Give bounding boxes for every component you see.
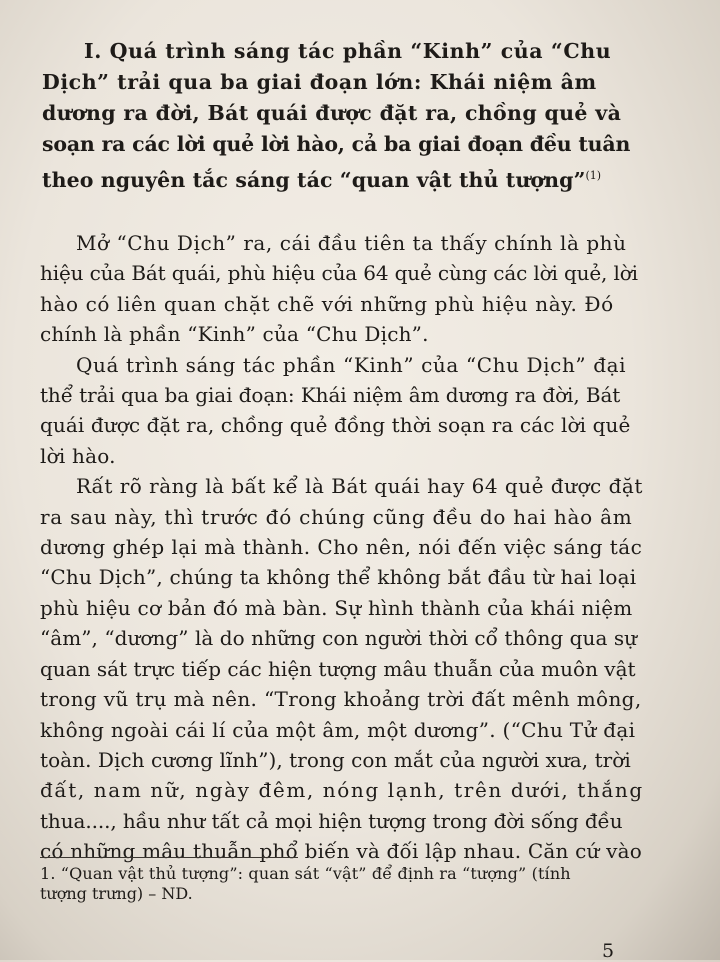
heading-line: I. Quá trình sáng tác phần “Kinh” của “Chu [84,39,612,63]
footnote-divider [40,857,298,858]
text-line: chính là phần “Kinh” của “Chu Dịch”. [40,322,429,347]
text-line: dương ghép lại mà thành. Cho nên, nói đến việc sáng tác [40,535,643,560]
heading-line: soạn ra các lời quẻ lời hào, cả ba giai đoạn đều tuân [42,132,631,156]
text-line: thua...., hầu như tất cả mọi hiện tượng trong đời sống đều [40,808,623,833]
text-line: hào có liên quan chặt chẽ với những phù hiệu này. Đó [40,291,614,316]
paragraph [40,350,704,472]
page-number: 5 [602,940,615,962]
section-heading [42,36,702,196]
footnote [40,864,700,904]
heading-line: Dịch” trải qua ba giai đoạn lớn: Khái niệm âm [42,70,597,94]
text-line: lời hào. [40,443,116,468]
text-line: quan sát trực tiếp các hiện tượng mâu thuẫn của muôn vật [40,656,636,681]
text-line: hiệu của Bát quái, phù hiệu của 64 quẻ cùng các lời quẻ, lời [40,261,638,286]
paragraph [40,471,704,866]
heading-line-last [42,160,702,196]
heading-line-text: theo nguyên tắc sáng tác “quan vật thủ tượng” [42,167,586,192]
text-line: Quá trình sáng tác phần “Kinh” của “Chu Dịch” đại [76,352,627,377]
text-line: ra sau này, thì trước đó chúng cũng đều do hai hào âm [40,504,633,529]
footnote-line: tượng trưng) – ND. [40,884,193,903]
heading-line: dương ra đời, Bát quái được đặt ra, chồng quẻ và [42,101,622,125]
text-line: trong vũ trụ mà nên. “Trong khoảng trời đất mênh mông, [40,687,642,712]
text-line: Rất rõ ràng là bất kể là Bát quái hay 64 quẻ được đặt [76,474,643,499]
footnote-line: 1. “Quan vật thủ tượng”: quan sát “vật” để định ra “tượng” (tính [40,864,571,883]
paragraph [40,228,704,350]
body-text [40,228,704,867]
text-line: “Chu Dịch”, chúng ta không thể không bắt đầu từ hai loại [40,565,637,590]
text-line: phù hiệu cơ bản đó mà bàn. Sự hình thành của khái niệm [40,595,633,620]
text-line: thể trải qua ba giai đoạn: Khái niệm âm dương ra đời, Bát [40,383,621,408]
text-line: đất, nam nữ, ngày đêm, nóng lạnh, trên dưới, thắng [40,778,644,803]
footnote-reference: (1) [585,169,602,182]
text-line: “âm”, “dương” là do những con người thời cổ thông qua sự [40,626,638,651]
text-line: toàn. Dịch cương lĩnh”), trong con mắt của người xưa, trời [40,747,631,772]
text-line: có những mâu thuẫn phổ biến và đối lập nhau. Căn cứ vào [40,839,643,864]
text-line: quái được đặt ra, chồng quẻ đồng thời soạn ra các lời quẻ [40,413,631,438]
text-line: không ngoài cái lí của một âm, một dương”. (“Chu Tử đại [40,717,636,742]
text-line: Mở “Chu Dịch” ra, cái đầu tiên ta thấy chính là phù [76,231,627,255]
